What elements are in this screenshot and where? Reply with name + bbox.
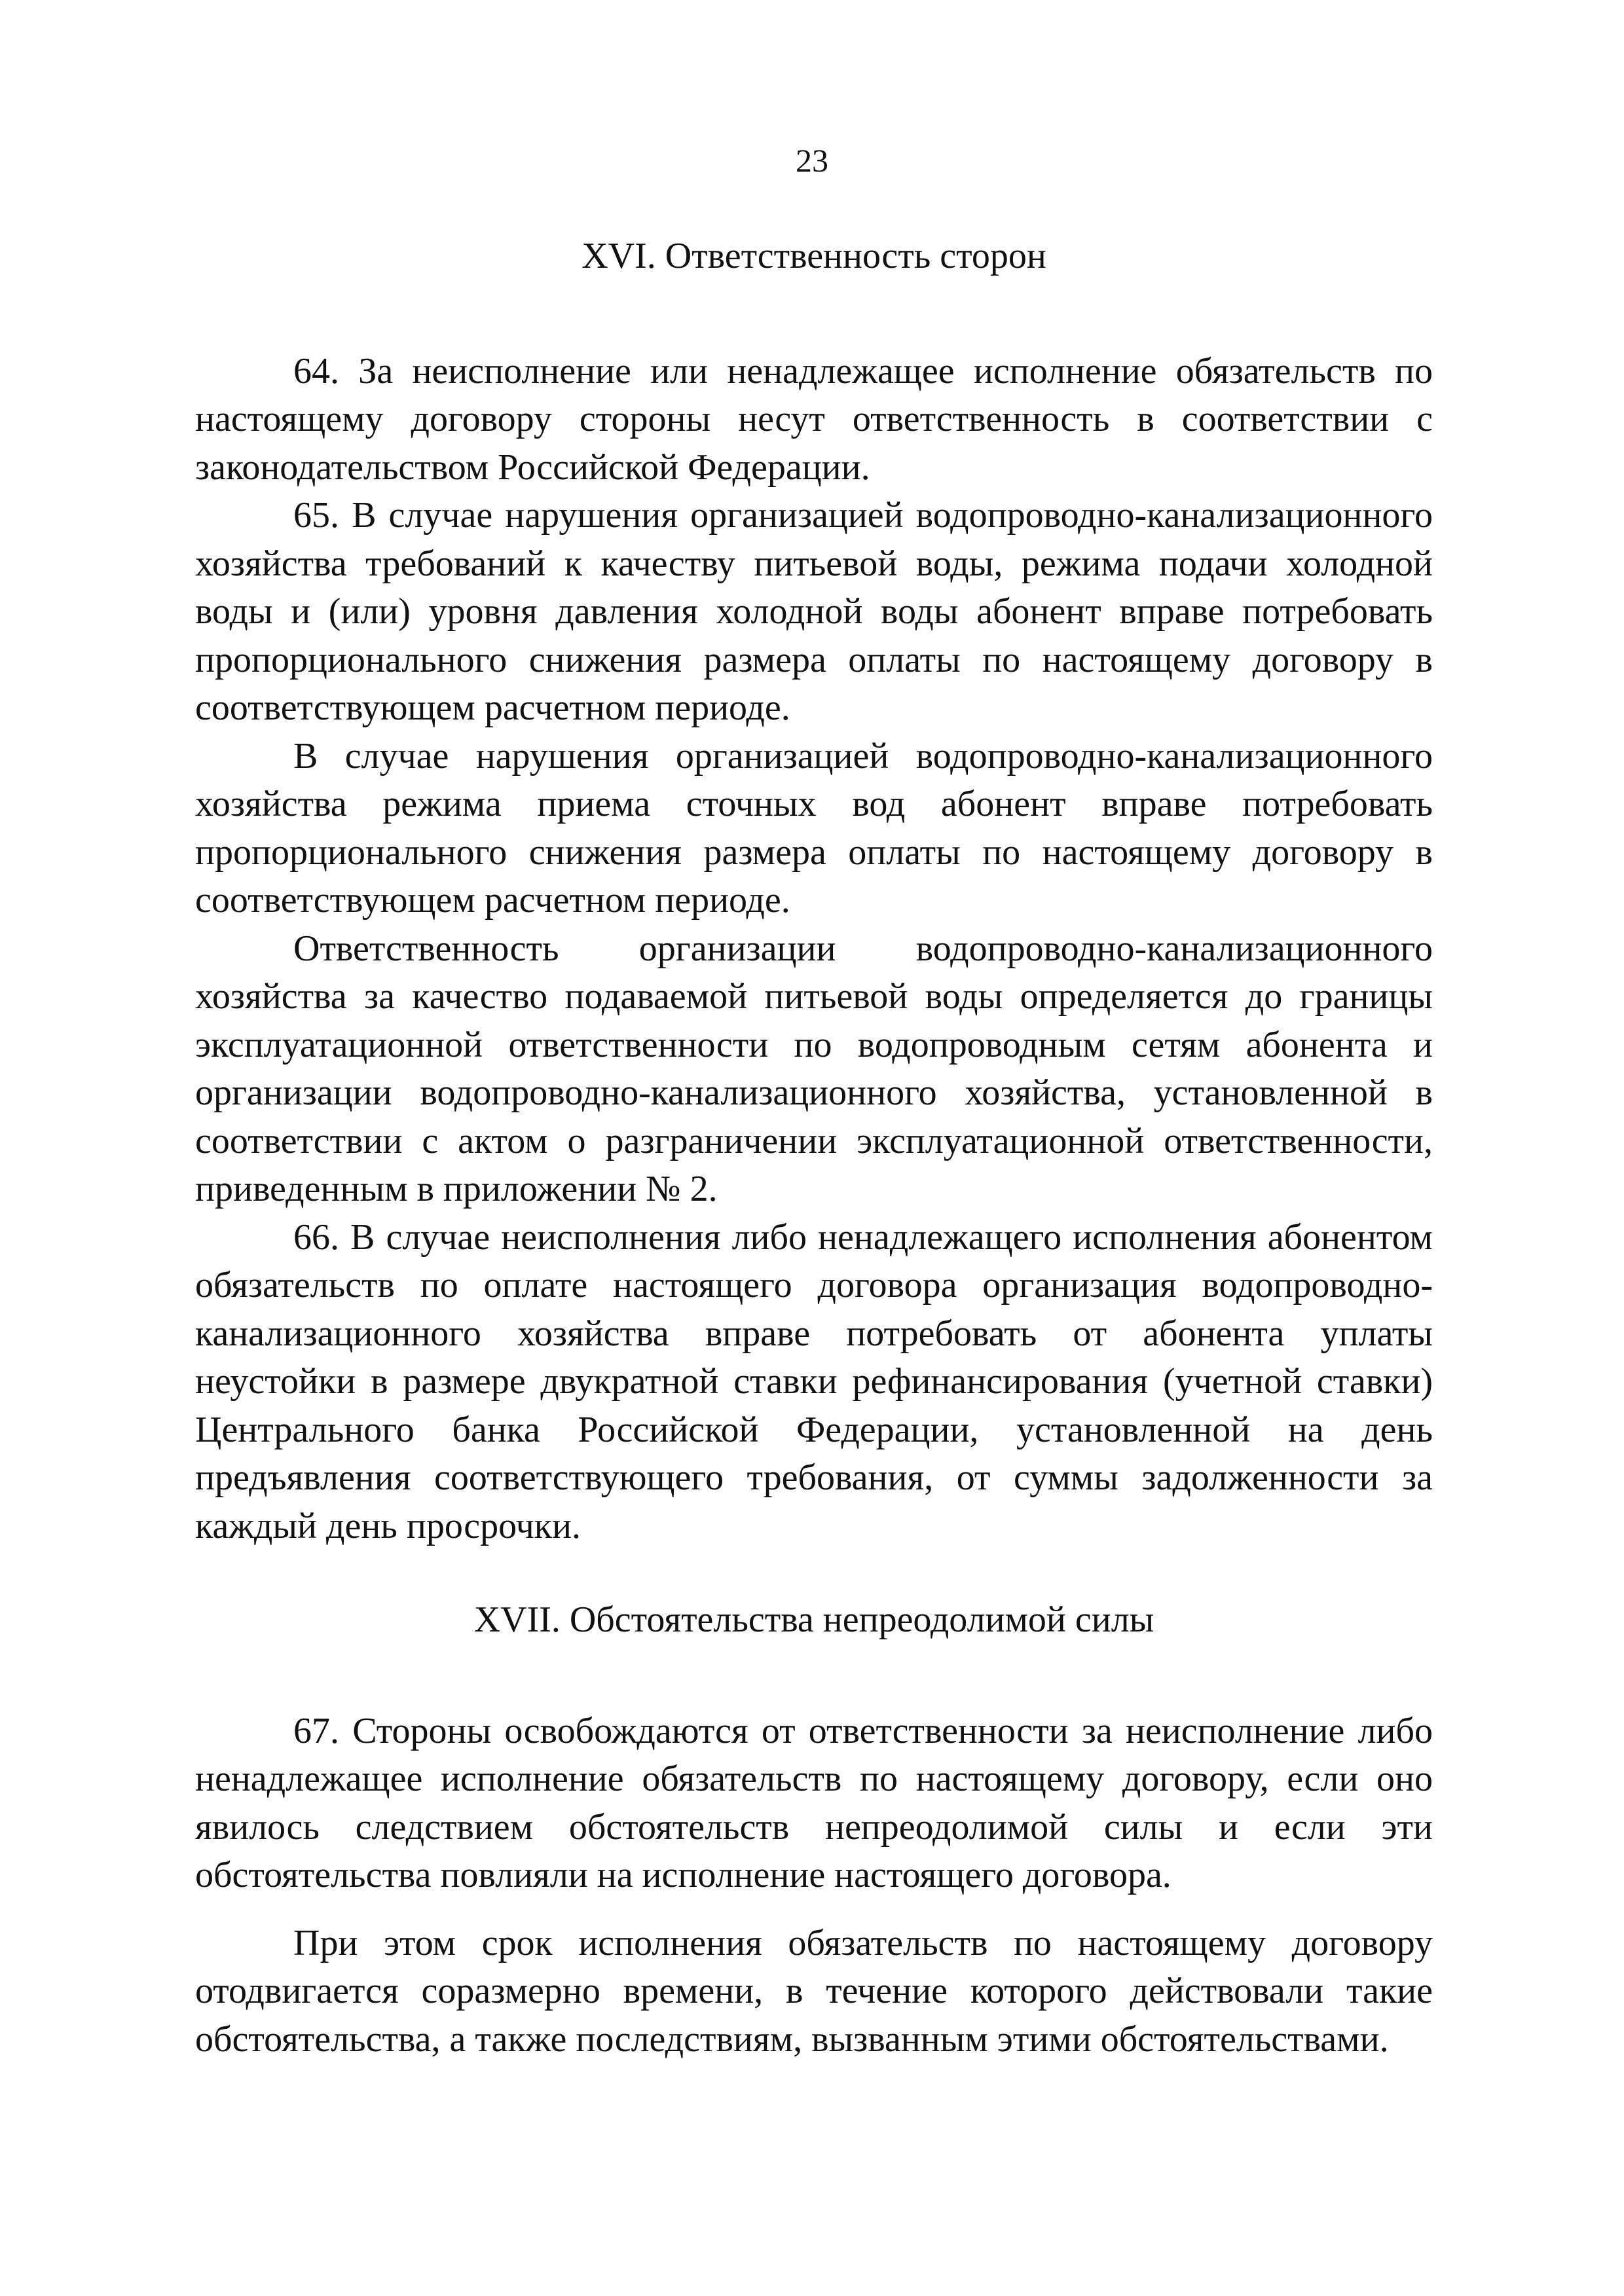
page-number: 23	[796, 142, 828, 179]
paragraph-65-quality-boundary: Ответственность организации водопроводно-канализационного хозяйства за качество подаваемой питьевой воды определяется до границы эксплуатационной ответственности по водопроводным сетям абонента и организации водопроводно-канализационного хозяйства, установленной в соответствии с актом о разграничении эксплуатационной ответственности, приведенным в приложении № 2.	[195, 928, 1433, 1209]
paragraph-67-term-extension: При этом срок исполнения обязательств по настоящему договору отодвигается соразмерно времени, в течение которого действовали такие обстоятельства, а также последствиям, вызванным этими обстоятельствами.	[195, 1922, 1433, 2060]
paragraph-67: 67. Стороны освобождаются от ответственности за неисполнение либо ненадлежащее исполнение обязательств по настоящему договору, если оно явилось следствием обстоятельств непреодолимой силы и если эти обстоятельства повлияли на исполнение настоящего договора.	[195, 1710, 1433, 1895]
paragraph-64: 64. За неисполнение или ненадлежащее исполнение обязательств по настоящему договору стороны несут ответственность в соответствии с законодательством Российской Федерации.	[195, 350, 1433, 488]
document-body	[195, 232, 1433, 2064]
paragraph-66: 66. В случае неисполнения либо ненадлежащего исполнения абонентом обязательств по оплате настоящего договора организация водопроводно-канализационного хозяйства вправе потребовать от абонента уплаты неустойки в размере двукратной ставки рефинансирования (учетной ставки) Центрального банка Российской Федерации, установленной на день предъявления соответствующего требования, от суммы задолженности за каждый день просрочки.	[195, 1216, 1433, 1546]
paragraph-65-wastewater: В случае нарушения организацией водопроводно-канализационного хозяйства режима приема сточных вод абонент вправе потребовать пропорционального снижения размера оплаты по настоящему договору в соответствующем расчетном периоде.	[195, 735, 1433, 920]
paragraph-65: 65. В случае нарушения организацией водопроводно-канализационного хозяйства требований к качеству питьевой воды, режима подачи холодной воды и (или) уровня давления холодной воды абонент вправе потребовать пропорционального снижения размера оплаты по настоящему договору в соответствующем расчетном периоде.	[195, 495, 1433, 728]
section-title-responsibility: XVI. Ответственность сторон	[581, 236, 1046, 276]
section-title-force-majeure: XVII. Обстоятельства непреодолимой силы	[473, 1599, 1154, 1640]
